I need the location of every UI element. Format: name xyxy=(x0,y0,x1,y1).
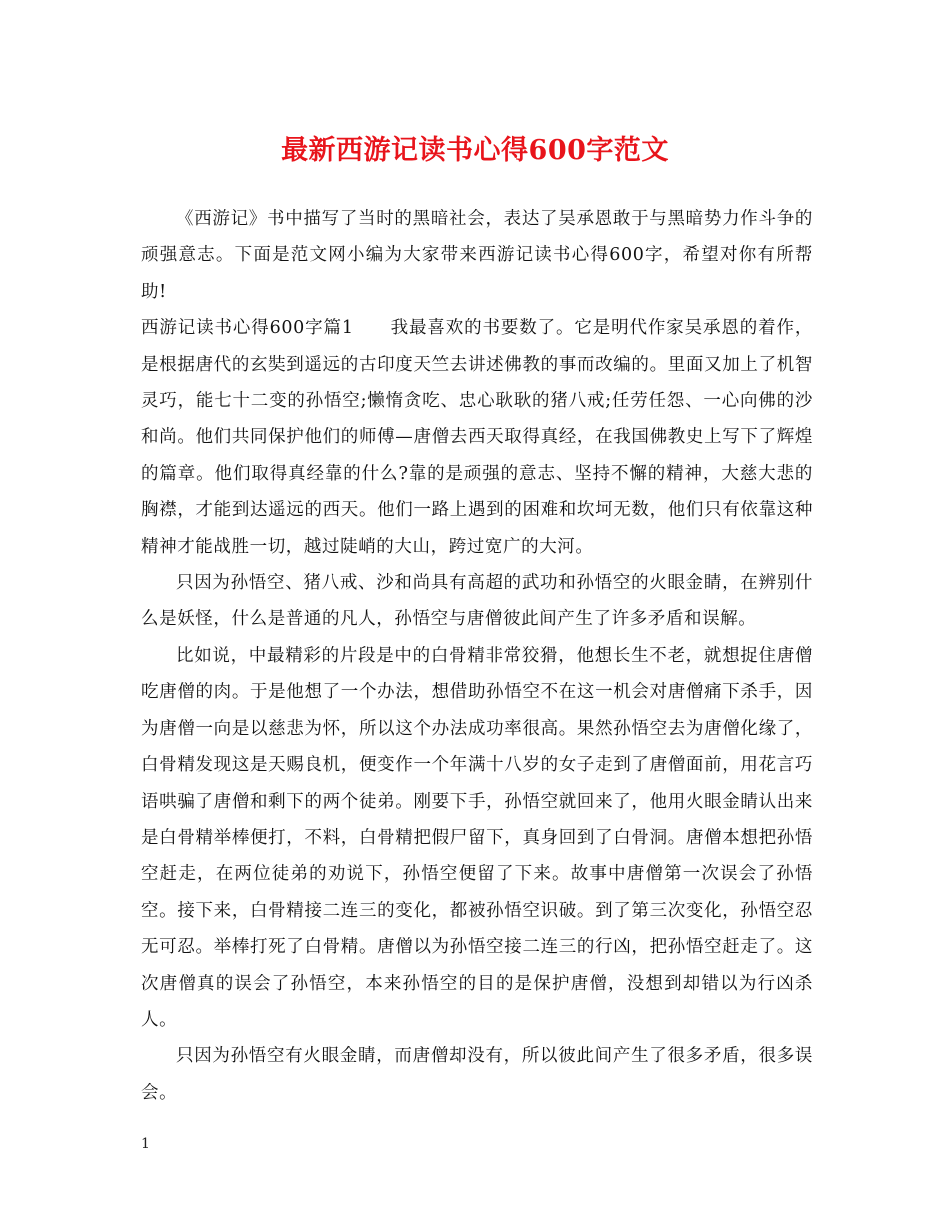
page-number: 1 xyxy=(141,1136,150,1152)
paragraph-misunderstanding: 只因为孙悟空、猪八戒、沙和尚具有高超的武功和孙悟空的火眼金睛，在辨别什么是妖怪，什么是普通的凡人，孙悟空与唐僧彼此间产生了许多矛盾和误解。 xyxy=(141,573,813,630)
paragraph-section-1: 西游记读书心得600字篇1 我最喜欢的书要数了。它是明代作家吴承恩的着作，是根据唐代的玄奘到遥远的古印度天竺去讲述佛教的事而改编的。里面又加上了机智灵巧，能七十二变的孙悟空;懒惰贪吃、忠心耿耿的猪八戒;任劳任怨、一心向佛的沙和尚。他们共同保护他们的师傅—唐僧去西天取得真经，在我国佛教史上写下了辉煌的篇章。他们取得真经靠的什么?靠的是顽强的意志、坚持不懈的精神，大慈大悲的胸襟，才能到达遥远的西天。他们一路上遇到的困难和坎坷无数，他们只有依靠这种精神才能战胜一切，越过陡峭的大山，跨过宽广的大河。 xyxy=(141,318,813,557)
paragraph-white-bone-demon: 比如说，中最精彩的片段是中的白骨精非常狡猾，他想长生不老，就想捉住唐僧吃唐僧的肉。于是他想了一个办法，想借助孙悟空不在这一机会对唐僧痛下杀手，因为唐僧一向是以慈悲为怀，所以这个办法成功率很高。果然孙悟空去为唐僧化缘了，白骨精发现这是天赐良机，便变作一个年满十八岁的女子走到了唐僧面前，用花言巧语哄骗了唐僧和剩下的两个徒弟。刚要下手，孙悟空就回来了，他用火眼金睛认出来是白骨精举棒便打，不料，白骨精把假尸留下，真身回到了白骨洞。唐僧本想把孙悟空赶走，在两位徒弟的劝说下，孙悟空便留了下来。故事中唐僧第一次误会了孙悟空。接下来，白骨精接二连三的变化，都被孙悟空识破。到了第三次变化，孙悟空忍无可忍。举棒打死了白骨精。唐僧以为孙悟空接二连三的行凶，把孙悟空赶走了。这次唐僧真的误会了孙悟空，本来孙悟空的目的是保护唐僧，没想到却错以为行凶杀人。 xyxy=(141,645,813,1030)
document-body xyxy=(141,201,813,1111)
document-title: 最新西游记读书心得600字范文 xyxy=(281,135,669,166)
paragraph-conclusion: 只因为孙悟空有火眼金睛，而唐僧却没有，所以彼此间产生了很多矛盾，很多误会。 xyxy=(141,1046,813,1103)
paragraph-intro: 《西游记》书中描写了当时的黑暗社会，表达了吴承恩敢于与黑暗势力作斗争的顽强意志。下面是范文网小编为大家带来西游记读书心得600字，希望对你有所帮助! xyxy=(141,209,813,302)
